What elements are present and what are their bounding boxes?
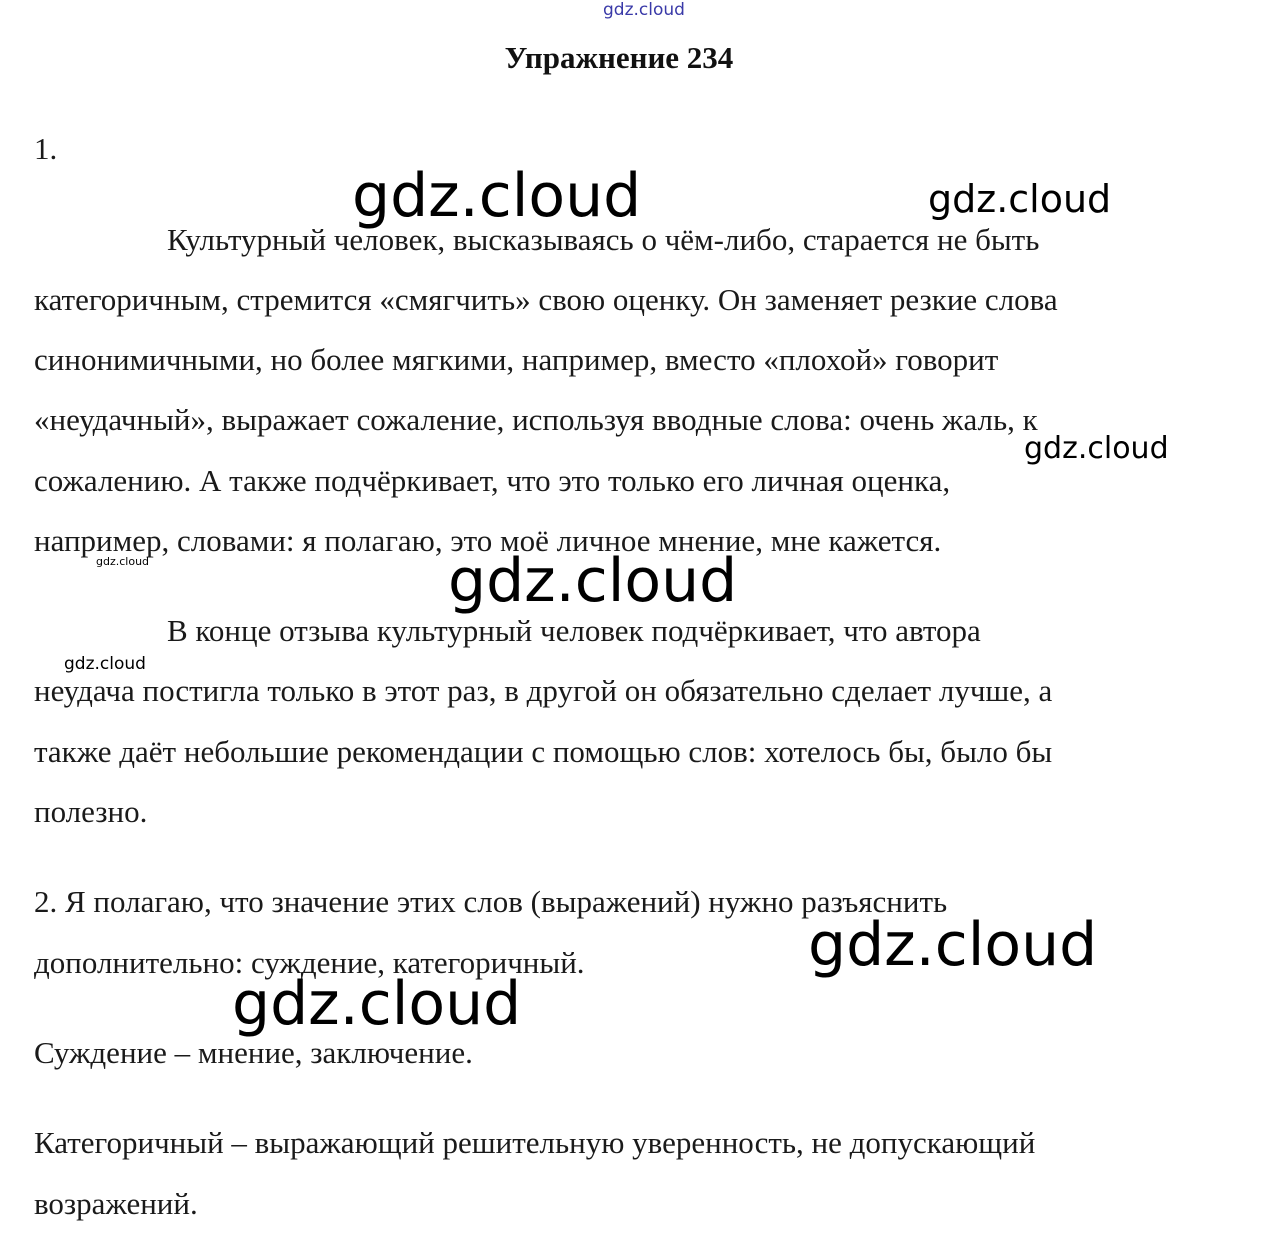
- paragraph-1-line-3: синонимичными, но более мягкими, например, вместо «плохой» говорит: [34, 342, 999, 377]
- paragraph-1-line-5: сожалению. А также подчёркивает, что это только его личная оценка,: [34, 463, 951, 498]
- watermark-6: gdz.cloud: [64, 654, 146, 674]
- paragraph-2-line-1: В конце отзыва культурный человек подчёркивает, что автора: [167, 613, 981, 648]
- paragraph-1-line-1: Культурный человек, высказываясь о чём-либо, старается не быть: [167, 222, 1040, 257]
- paragraph-2-line-3: также даёт небольшие рекомендации с помощью слов: хотелось бы, было бы: [34, 734, 1053, 769]
- watermark-2: gdz.cloud: [928, 177, 1112, 221]
- paragraph-1-line-2: категоричным, стремится «смягчить» свою оценку. Он заменяет резкие слова: [34, 282, 1058, 317]
- definition-1: Суждение – мнение, заключение.: [34, 1035, 473, 1070]
- paragraph-2-line-4: полезно.: [34, 794, 148, 829]
- item-2-line-2: дополнительно: суждение, категоричный.: [34, 945, 585, 980]
- paragraph-2-line-2: неудача постигла только в этот раз, в другой он обязательно сделает лучше, а: [34, 673, 1053, 708]
- watermark-4: gdz.cloud: [96, 555, 150, 568]
- paragraph-1-line-4: «неудачный», выражает сожаление, используя вводные слова: очень жаль, к: [34, 402, 1038, 437]
- item-1-number: 1.: [34, 131, 58, 166]
- page-title: Упражнение 234: [504, 40, 734, 75]
- paragraph-1-line-6: например, словами: я полагаю, это моё личное мнение, мне кажется.: [34, 523, 942, 558]
- watermark-1: gdz.cloud: [352, 161, 642, 231]
- definition-2-line-2: возражений.: [34, 1186, 198, 1221]
- definition-2-line-1: Категоричный – выражающий решительную уверенность, не допускающий: [34, 1125, 1036, 1160]
- watermark-top: gdz.cloud: [603, 0, 685, 20]
- watermark-3: gdz.cloud: [1024, 431, 1169, 466]
- item-2-line-1: 2. Я полагаю, что значение этих слов (выражений) нужно разъяснить: [34, 884, 948, 919]
- watermark-7: gdz.cloud: [808, 910, 1098, 980]
- watermark-8: gdz.cloud: [232, 969, 522, 1039]
- watermark-5: gdz.cloud: [448, 546, 738, 616]
